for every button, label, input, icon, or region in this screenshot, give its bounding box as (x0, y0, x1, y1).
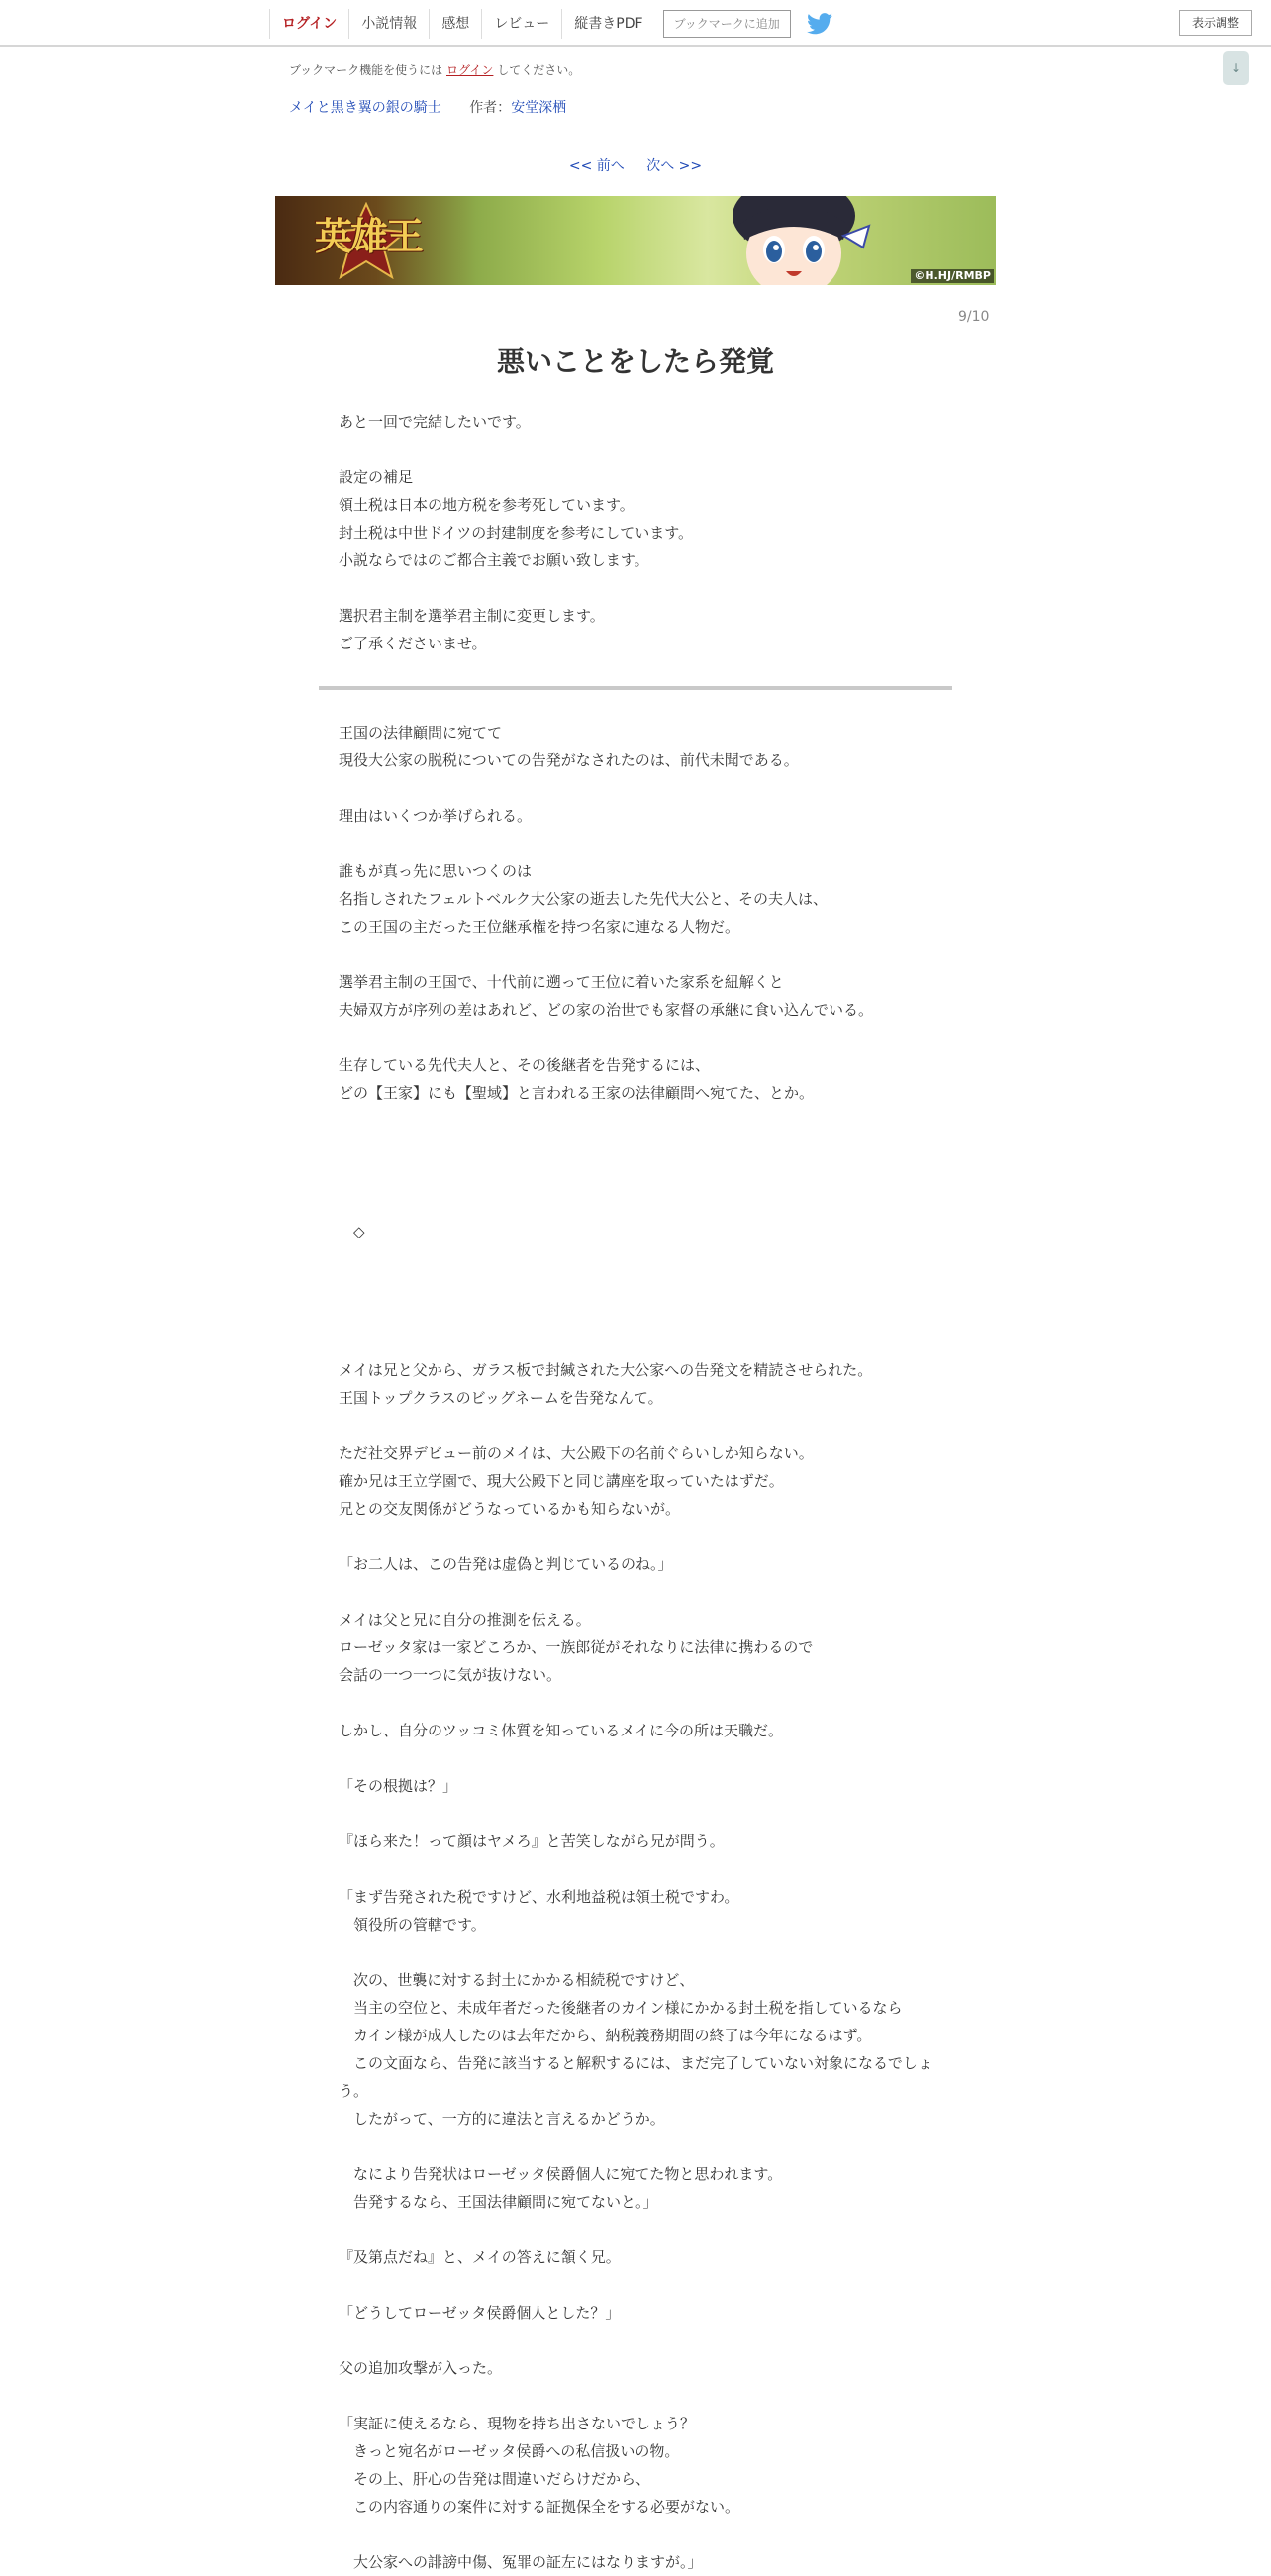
body-line: しかし、自分のツッコミ体質を知っているメイに今の所は天職だ。 (339, 1722, 783, 1739)
body-line: 「どうしてローゼッタ侯爵個人とした？」 (339, 2304, 621, 2322)
notice-suffix: してください。 (497, 63, 581, 77)
body-line: したがって、一方的に違法と言えるかどうか。 (339, 2110, 665, 2128)
body-line: カイン様が成人したのは去年だから、納税義務期間の終了は今年になるはず。 (339, 2027, 872, 2044)
nav-impressions[interactable]: 感想 (429, 9, 481, 39)
nav-review[interactable]: レビュー (481, 9, 561, 39)
body-line: 『及第点だね』と、メイの答えに頷く兄。 (339, 2248, 621, 2266)
body-line (339, 1107, 932, 1135)
body-line: 『ほら来た！って顔はヤメろ』と苦笑しながら兄が問う。 (339, 1833, 725, 1850)
body-line (339, 2271, 932, 2299)
advertisement-banner[interactable] (275, 196, 996, 285)
preface-line: 封土税は中世ドイツの封建制度を参考にしています。 (339, 524, 694, 542)
body-line: ただ社交界デビュー前のメイは、大公殿下の名前ぐらいしか知らない。 (339, 1444, 814, 1462)
body-line: ◇ (339, 1223, 365, 1240)
body-line: 名指しされたフェルトベルク大公家の逝去した先代大公と、その夫人は、 (339, 890, 828, 908)
top-navigation-bar (0, 0, 1271, 47)
banner-character-illustration (695, 196, 893, 285)
body-line: 王国トップクラスのビッグネームを告発なんて。 (339, 1389, 663, 1407)
body-line: 夫婦双方が序列の差はあれど、どの家の治世でも家督の承継に食い込んでいる。 (339, 1001, 874, 1019)
preface-line: 領土税は日本の地方税を参考死しています。 (339, 496, 635, 514)
body-line (339, 2327, 932, 2354)
body-line: この内容通りの案件に対する証拠保全をする必要がない。 (339, 2498, 740, 2516)
body-line: 確か兄は王立学園で、現大公殿下と同じ講座を取っていたはずだ。 (339, 1472, 784, 1490)
preface-line (339, 436, 932, 463)
body-line: その上、肝心の告発は間違いだらけだから、 (339, 2470, 651, 2488)
body-line (339, 1329, 932, 1356)
banner-logo-text: 英雄王 (315, 214, 423, 258)
body-line (339, 1412, 932, 1439)
body-line: 当主の空位と、未成年者だった後継者のカイン様にかかる封土税を指しているなら (339, 1999, 903, 2017)
body-line (339, 2132, 932, 2160)
body-line (339, 1024, 932, 1051)
preface-divider (319, 686, 952, 690)
body-line (339, 1273, 932, 1301)
body-line: 次の、世襲に対する封土にかかる相続税ですけど、 (339, 1971, 695, 1989)
body-line: メイは兄と父から、ガラス板で封緘された大公家への告発文を精読させられた。 (339, 1361, 873, 1379)
body-line (339, 1135, 932, 1162)
nav-vertical-pdf[interactable]: 縦書きPDF (561, 9, 654, 39)
body-line (339, 1800, 932, 1828)
body-line (339, 1190, 932, 1218)
twitter-bird-icon[interactable] (807, 13, 832, 35)
chapter-progress: 9/10 (958, 309, 990, 325)
body-line: 王国の法律顧問に宛てて (339, 724, 503, 742)
body-line (339, 1523, 932, 1550)
body-line (339, 1855, 932, 1883)
body-line: 「その根拠は？」 (339, 1777, 458, 1795)
header-nav (269, 8, 832, 40)
body-line (339, 1689, 932, 1717)
body-line: 現役大公家の脱税についての告発がなされたのは、前代未聞である。 (339, 751, 799, 769)
body-line (339, 2521, 932, 2548)
body-line (339, 1938, 932, 1966)
body-line: なにより告発状はローゼッタ侯爵個人に宛てた物と思われます。 (339, 2165, 783, 2183)
nav-login[interactable]: ログイン (269, 9, 348, 39)
preface-line: あと一回で完結したいです。 (339, 413, 531, 431)
author-preface (339, 408, 932, 657)
body-line: 大公家への誹謗中傷、冤罪の証左にはなりますが。」 (339, 2553, 703, 2571)
nav-novel-info[interactable]: 小説情報 (348, 9, 429, 39)
body-line: きっと宛名がローゼッタ侯爵への私信扱いの物。 (339, 2442, 680, 2460)
bookmark-login-notice (289, 61, 580, 78)
notice-login-link[interactable]: ログイン (446, 63, 494, 77)
chapter-body (339, 719, 932, 2576)
body-line: ローゼッタ家は一家どころか、一族郎従がそれなりに法律に携わるので (339, 1638, 814, 1656)
body-line: 「実証に使えるなら、現物を持ち出さないでしょう？ (339, 2415, 696, 2432)
chapter-pager (0, 155, 1271, 175)
body-line (339, 1744, 932, 1772)
body-line: どの【王家】にも【聖域】と言われる王家の法律顧問へ宛てた、とか。 (339, 1084, 815, 1102)
body-line: この王国の主だった王位継承権を持つ名家に連なる人物だ。 (339, 918, 740, 936)
body-line: この文面なら、告発に該当すると解釈するには、まだ完了していない対象になるでしょう。 (339, 2054, 932, 2100)
body-line: 会話の一つ一つに気が抜けない。 (339, 1666, 562, 1684)
body-line (339, 1162, 932, 1190)
series-title-link[interactable]: メイと黒き翼の銀の騎士 (289, 100, 441, 116)
body-line (339, 1301, 932, 1329)
body-line (339, 941, 932, 968)
body-line: 選挙君主制の王国で、十代前に遡って王位に着いた家系を紐解くと (339, 973, 784, 991)
series-info (289, 97, 566, 117)
body-line: 兄との交友関係がどうなっているかも知らないが。 (339, 1500, 681, 1518)
add-bookmark-button[interactable]: ブックマークに追加 (663, 10, 791, 38)
author-label: 作者： (469, 100, 512, 116)
preface-line: 小説ならではのご都合主義でお願い致します。 (339, 551, 649, 569)
preface-line: 選択君主制を選挙君主制に変更します。 (339, 607, 605, 625)
body-line (339, 1578, 932, 1606)
body-line: 誰もが真っ先に思いつくのは (339, 862, 533, 880)
body-line: 生存している先代夫人と、その後継者を告発するには、 (339, 1056, 711, 1074)
body-line (339, 830, 932, 857)
body-line (339, 2382, 932, 2410)
body-line: 告発するなら、王国法律顧問に宛てないと。」 (339, 2193, 658, 2211)
notice-prefix: ブックマーク機能を使うには (289, 63, 443, 77)
preface-line: ご了承くださいませ。 (339, 635, 487, 652)
scroll-down-button[interactable]: ↓ (1223, 51, 1249, 85)
body-line: 理由はいくつか挙げられる。 (339, 807, 533, 825)
body-line: メイは父と兄に自分の推測を伝える。 (339, 1611, 591, 1629)
display-settings-button[interactable]: 表示調整 (1179, 10, 1252, 36)
prev-chapter-link[interactable]: << 前へ (568, 158, 625, 174)
author-link[interactable]: 安堂深栖 (511, 100, 567, 116)
body-line (339, 2216, 932, 2243)
next-chapter-link[interactable]: 次へ >> (646, 158, 703, 174)
body-line: 領役所の管轄です。 (339, 1916, 486, 1933)
chapter-title: 悪いことをしたら発覚 (496, 346, 774, 378)
banner-copyright: ©H.HJ/RMBP (911, 269, 994, 283)
preface-line: 設定の補足 (339, 468, 414, 486)
body-line (339, 1245, 932, 1273)
body-line: 「まず告発された税ですけど、水利地益税は領土税ですわ。 (339, 1888, 739, 1906)
body-line: 父の追加攻撃が入った。 (339, 2359, 503, 2377)
preface-line (339, 574, 932, 602)
body-line: 「お二人は、この告発は虚偽と判じているのね。」 (339, 1555, 673, 1573)
body-line (339, 774, 932, 802)
